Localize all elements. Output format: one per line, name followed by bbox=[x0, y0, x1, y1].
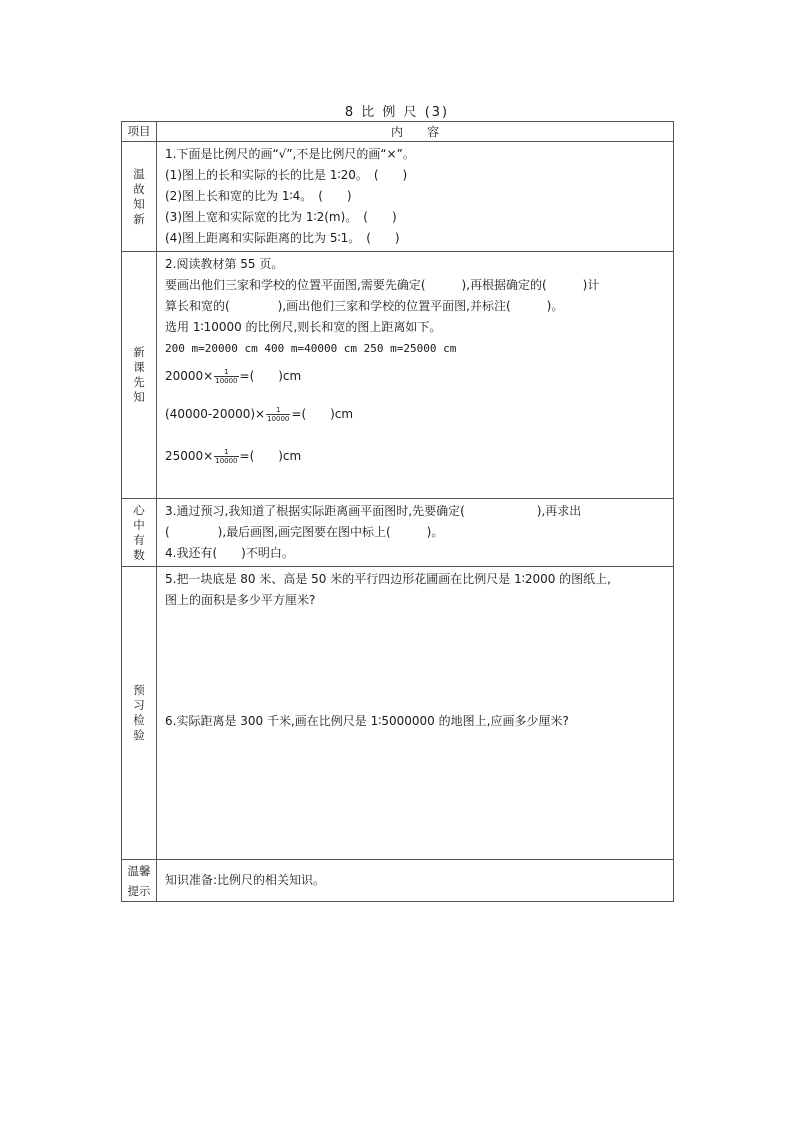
row-check bbox=[122, 567, 674, 860]
content-tip bbox=[157, 860, 674, 902]
label-char: 温 bbox=[133, 166, 145, 181]
row-review bbox=[122, 142, 674, 252]
label-char: 心 bbox=[133, 502, 145, 517]
lesson-table bbox=[121, 121, 674, 902]
fraction-numerator: 1 bbox=[214, 448, 238, 457]
question-3-line-1: 3.通过预习,我知道了根据实际距离画平面图时,先要确定( ),再求出 bbox=[165, 504, 582, 518]
formula-3-suffix: =( )cm bbox=[239, 449, 302, 463]
fraction-numerator: 1 bbox=[266, 406, 290, 415]
header-content: 内 容 bbox=[157, 122, 674, 142]
label-char: 数 bbox=[133, 547, 145, 562]
fraction-denominator: 10000 bbox=[267, 415, 290, 423]
label-check bbox=[122, 567, 157, 860]
label-char: 检 bbox=[133, 713, 145, 727]
label-char: 知 bbox=[133, 390, 145, 404]
fraction-denominator: 10000 bbox=[215, 457, 238, 465]
formula-3 bbox=[165, 435, 667, 477]
answer-space-5 bbox=[165, 611, 667, 711]
label-new bbox=[122, 252, 157, 499]
formula-2-suffix: =( )cm bbox=[291, 407, 354, 421]
label-tip bbox=[122, 860, 157, 902]
label-mind bbox=[122, 499, 157, 567]
fraction bbox=[266, 406, 290, 423]
label-char: 中 bbox=[133, 517, 145, 532]
page-title: 8 比 例 尺 (3) bbox=[344, 105, 450, 120]
question-3-line-2: ( ),最后画图,画完图要在图中标上( )。 bbox=[165, 525, 444, 539]
tip-text: 知识准备:比例尺的相关知识。 bbox=[165, 873, 326, 887]
fraction bbox=[214, 448, 238, 465]
content-check bbox=[157, 567, 674, 860]
row-mind bbox=[122, 499, 674, 567]
label-char: 故 bbox=[133, 181, 145, 196]
q2-line-1: 要画出他们三家和学校的位置平面图,需要先确定( ),再根据确定的( )计 bbox=[165, 278, 600, 292]
content-mind bbox=[157, 499, 674, 567]
question-2: 2.阅读教材第 55 页。 bbox=[165, 257, 284, 271]
fraction-numerator: 1 bbox=[214, 368, 238, 377]
label-char: 预 bbox=[133, 683, 145, 697]
question-6: 6.实际距离是 300 千米,画在比例尺是 1∶5000000 的地图上,应画多少厘米? bbox=[165, 714, 569, 728]
question-1-item-1: (1)图上的长和实际的长的比是 1∶20。 ( ) bbox=[165, 168, 408, 182]
q2-line-3: 选用 1∶10000 的比例尺,则长和宽的图上距离如下。 bbox=[165, 320, 442, 334]
label-char: 知 bbox=[133, 196, 145, 211]
content-new bbox=[157, 252, 674, 499]
question-1: 1.下面是比例尺的画“√”,不是比例尺的画“×”。 bbox=[165, 147, 415, 161]
question-5-line-1: 5.把一块底是 80 米、高是 50 米的平行四边形花圃画在比例尺是 1∶2000 的图纸上, bbox=[165, 572, 611, 586]
fraction-denominator: 10000 bbox=[215, 377, 238, 385]
label-char: 先 bbox=[133, 375, 145, 389]
formula-1-prefix: 20000× bbox=[165, 369, 214, 383]
row-new bbox=[122, 252, 674, 499]
fraction bbox=[214, 368, 238, 385]
q2-line-2: 算长和宽的( ),画出他们三家和学校的位置平面图,并标注( )。 bbox=[165, 299, 564, 313]
label-char: 验 bbox=[133, 728, 145, 742]
formula-2-prefix: (40000-20000)× bbox=[165, 407, 266, 421]
question-4: 4.我还有( )不明白。 bbox=[165, 546, 294, 560]
formula-3-prefix: 25000× bbox=[165, 449, 214, 463]
label-line: 温馨 bbox=[127, 863, 151, 878]
question-5-line-2: 图上的面积是多少平方厘米? bbox=[165, 593, 316, 607]
label-review bbox=[122, 142, 157, 252]
formula-1-suffix: =( )cm bbox=[239, 369, 302, 383]
label-char: 有 bbox=[133, 532, 145, 547]
formula-2 bbox=[165, 393, 667, 435]
question-1-item-2: (2)图上长和宽的比为 1∶4。 ( ) bbox=[165, 189, 352, 203]
label-char: 习 bbox=[133, 698, 145, 712]
header-item: 项目 bbox=[122, 122, 157, 142]
question-1-item-3: (3)图上宽和实际宽的比为 1∶2(m)。 ( ) bbox=[165, 210, 397, 224]
row-tip bbox=[122, 860, 674, 902]
label-line: 提示 bbox=[127, 883, 151, 898]
formula-1 bbox=[165, 359, 667, 393]
label-char: 新 bbox=[133, 345, 145, 359]
header-row bbox=[122, 122, 674, 142]
content-review bbox=[157, 142, 674, 252]
q2-line-4: 200 m=20000 cm 400 m=40000 cm 250 m=25000 cm bbox=[165, 342, 457, 355]
label-char: 新 bbox=[133, 211, 145, 226]
label-char: 课 bbox=[133, 360, 145, 374]
question-1-item-4: (4)图上距离和实际距离的比为 5∶1。 ( ) bbox=[165, 231, 400, 245]
